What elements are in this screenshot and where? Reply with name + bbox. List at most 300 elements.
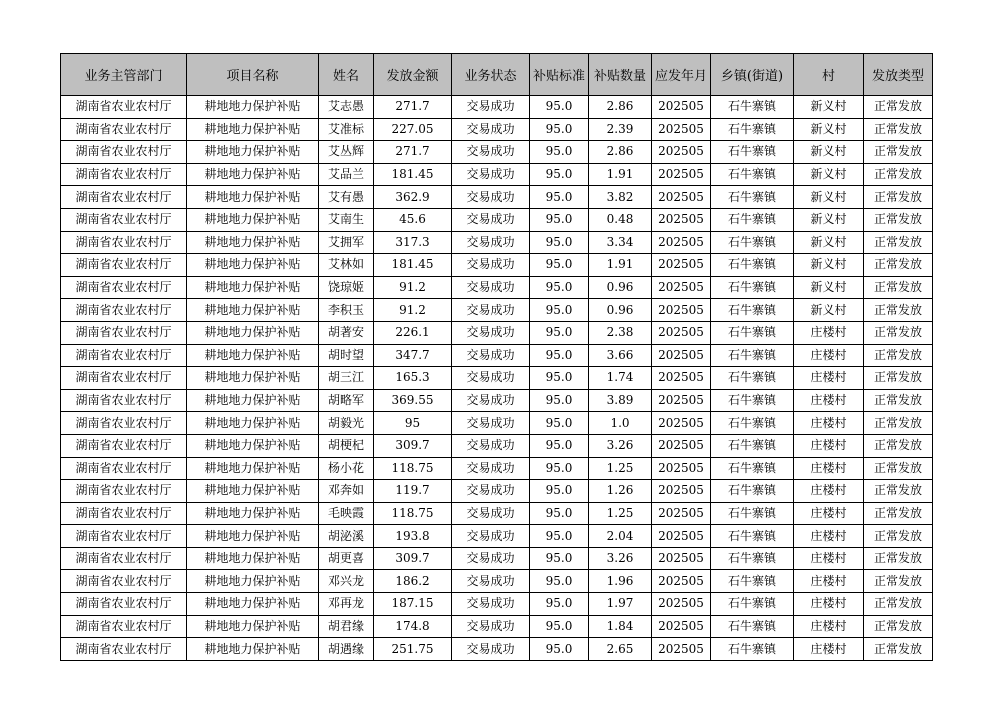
pay-month-cell: 202505 xyxy=(652,231,711,254)
payment-type-cell: 正常发放 xyxy=(864,638,933,661)
village-cell: 庄楼村 xyxy=(794,547,864,570)
department-cell: 湖南省农业农村厅 xyxy=(61,96,187,119)
department-cell: 湖南省农业农村厅 xyxy=(61,525,187,548)
name-cell: 胡君缘 xyxy=(319,615,374,638)
name-cell: 胡遇缘 xyxy=(319,638,374,661)
name-cell: 邓奔如 xyxy=(319,480,374,503)
department-cell: 湖南省农业农村厅 xyxy=(61,547,187,570)
payment-type-cell: 正常发放 xyxy=(864,118,933,141)
township-cell: 石牛寨镇 xyxy=(711,118,794,141)
subsidy-quantity-cell: 1.0 xyxy=(589,412,652,435)
status-cell: 交易成功 xyxy=(452,299,530,322)
subsidy-rate-cell: 95.0 xyxy=(530,457,589,480)
village-cell: 新义村 xyxy=(794,118,864,141)
department-cell: 湖南省农业农村厅 xyxy=(61,457,187,480)
subsidy-quantity-cell: 3.26 xyxy=(589,547,652,570)
name-cell: 胡三江 xyxy=(319,367,374,390)
status-cell: 交易成功 xyxy=(452,638,530,661)
amount-cell: 118.75 xyxy=(374,457,452,480)
subsidy-quantity-cell: 0.96 xyxy=(589,299,652,322)
table-row xyxy=(61,96,933,119)
subsidy-rate-cell: 95.0 xyxy=(530,299,589,322)
table-row xyxy=(61,502,933,525)
name-cell: 胡毅光 xyxy=(319,412,374,435)
department-cell: 湖南省农业农村厅 xyxy=(61,389,187,412)
township-cell: 石牛寨镇 xyxy=(711,615,794,638)
project-name-cell: 耕地地力保护补贴 xyxy=(187,389,319,412)
department-cell: 湖南省农业农村厅 xyxy=(61,638,187,661)
pay-month-cell: 202505 xyxy=(652,299,711,322)
subsidy-rate-cell: 95.0 xyxy=(530,186,589,209)
project-name-cell: 耕地地力保护补贴 xyxy=(187,638,319,661)
subsidy-quantity-cell: 1.91 xyxy=(589,254,652,277)
name-cell: 毛映霞 xyxy=(319,502,374,525)
project-name-cell: 耕地地力保护补贴 xyxy=(187,276,319,299)
payment-type-cell: 正常发放 xyxy=(864,231,933,254)
department-cell: 湖南省农业农村厅 xyxy=(61,186,187,209)
pay-month-cell: 202505 xyxy=(652,163,711,186)
amount-cell: 181.45 xyxy=(374,163,452,186)
subsidy-quantity-cell: 2.86 xyxy=(589,141,652,164)
department-cell: 湖南省农业农村厅 xyxy=(61,231,187,254)
department-cell: 湖南省农业农村厅 xyxy=(61,502,187,525)
village-cell: 庄楼村 xyxy=(794,480,864,503)
header-department: 业务主管部门 xyxy=(61,54,187,96)
table-row xyxy=(61,276,933,299)
subsidy-quantity-cell: 3.89 xyxy=(589,389,652,412)
village-cell: 新义村 xyxy=(794,163,864,186)
status-cell: 交易成功 xyxy=(452,231,530,254)
subsidy-quantity-cell: 1.25 xyxy=(589,502,652,525)
table-row xyxy=(61,457,933,480)
subsidy-rate-cell: 95.0 xyxy=(530,389,589,412)
table-row xyxy=(61,593,933,616)
township-cell: 石牛寨镇 xyxy=(711,276,794,299)
village-cell: 庄楼村 xyxy=(794,570,864,593)
amount-cell: 227.05 xyxy=(374,118,452,141)
department-cell: 湖南省农业农村厅 xyxy=(61,321,187,344)
name-cell: 胡梗杞 xyxy=(319,434,374,457)
header-township: 乡镇(街道) xyxy=(711,54,794,96)
village-cell: 新义村 xyxy=(794,208,864,231)
subsidy-rate-cell: 95.0 xyxy=(530,570,589,593)
pay-month-cell: 202505 xyxy=(652,593,711,616)
subsidy-rate-cell: 95.0 xyxy=(530,276,589,299)
township-cell: 石牛寨镇 xyxy=(711,321,794,344)
township-cell: 石牛寨镇 xyxy=(711,457,794,480)
department-cell: 湖南省农业农村厅 xyxy=(61,593,187,616)
status-cell: 交易成功 xyxy=(452,163,530,186)
pay-month-cell: 202505 xyxy=(652,254,711,277)
township-cell: 石牛寨镇 xyxy=(711,412,794,435)
township-cell: 石牛寨镇 xyxy=(711,525,794,548)
subsidy-quantity-cell: 1.84 xyxy=(589,615,652,638)
project-name-cell: 耕地地力保护补贴 xyxy=(187,186,319,209)
project-name-cell: 耕地地力保护补贴 xyxy=(187,593,319,616)
amount-cell: 347.7 xyxy=(374,344,452,367)
pay-month-cell: 202505 xyxy=(652,344,711,367)
payment-type-cell: 正常发放 xyxy=(864,254,933,277)
name-cell: 胡更喜 xyxy=(319,547,374,570)
village-cell: 庄楼村 xyxy=(794,615,864,638)
payment-type-cell: 正常发放 xyxy=(864,502,933,525)
status-cell: 交易成功 xyxy=(452,118,530,141)
subsidy-quantity-cell: 3.26 xyxy=(589,434,652,457)
table-row xyxy=(61,254,933,277)
township-cell: 石牛寨镇 xyxy=(711,163,794,186)
pay-month-cell: 202505 xyxy=(652,186,711,209)
status-cell: 交易成功 xyxy=(452,321,530,344)
subsidy-rate-cell: 95.0 xyxy=(530,96,589,119)
table-row xyxy=(61,480,933,503)
table-row xyxy=(61,231,933,254)
status-cell: 交易成功 xyxy=(452,276,530,299)
township-cell: 石牛寨镇 xyxy=(711,570,794,593)
table-row xyxy=(61,299,933,322)
table-row xyxy=(61,412,933,435)
payment-type-cell: 正常发放 xyxy=(864,141,933,164)
status-cell: 交易成功 xyxy=(452,502,530,525)
department-cell: 湖南省农业农村厅 xyxy=(61,367,187,390)
name-cell: 艾志愚 xyxy=(319,96,374,119)
township-cell: 石牛寨镇 xyxy=(711,434,794,457)
status-cell: 交易成功 xyxy=(452,593,530,616)
table-row xyxy=(61,321,933,344)
name-cell: 艾南生 xyxy=(319,208,374,231)
name-cell: 艾有愚 xyxy=(319,186,374,209)
table-row xyxy=(61,163,933,186)
amount-cell: 187.15 xyxy=(374,593,452,616)
project-name-cell: 耕地地力保护补贴 xyxy=(187,321,319,344)
payment-type-cell: 正常发放 xyxy=(864,186,933,209)
subsidy-quantity-cell: 2.04 xyxy=(589,525,652,548)
township-cell: 石牛寨镇 xyxy=(711,299,794,322)
department-cell: 湖南省农业农村厅 xyxy=(61,163,187,186)
subsidy-quantity-cell: 2.65 xyxy=(589,638,652,661)
status-cell: 交易成功 xyxy=(452,570,530,593)
pay-month-cell: 202505 xyxy=(652,457,711,480)
township-cell: 石牛寨镇 xyxy=(711,367,794,390)
project-name-cell: 耕地地力保护补贴 xyxy=(187,96,319,119)
name-cell: 胡略军 xyxy=(319,389,374,412)
pay-month-cell: 202505 xyxy=(652,547,711,570)
township-cell: 石牛寨镇 xyxy=(711,638,794,661)
village-cell: 新义村 xyxy=(794,96,864,119)
department-cell: 湖南省农业农村厅 xyxy=(61,299,187,322)
amount-cell: 362.9 xyxy=(374,186,452,209)
project-name-cell: 耕地地力保护补贴 xyxy=(187,367,319,390)
header-payment-type: 发放类型 xyxy=(864,54,933,96)
table-body xyxy=(61,96,933,661)
amount-cell: 174.8 xyxy=(374,615,452,638)
village-cell: 新义村 xyxy=(794,299,864,322)
amount-cell: 317.3 xyxy=(374,231,452,254)
township-cell: 石牛寨镇 xyxy=(711,186,794,209)
department-cell: 湖南省农业农村厅 xyxy=(61,254,187,277)
department-cell: 湖南省农业农村厅 xyxy=(61,344,187,367)
amount-cell: 186.2 xyxy=(374,570,452,593)
status-cell: 交易成功 xyxy=(452,547,530,570)
amount-cell: 118.75 xyxy=(374,502,452,525)
subsidy-quantity-cell: 1.97 xyxy=(589,593,652,616)
payment-type-cell: 正常发放 xyxy=(864,547,933,570)
amount-cell: 95 xyxy=(374,412,452,435)
village-cell: 庄楼村 xyxy=(794,321,864,344)
name-cell: 艾准标 xyxy=(319,118,374,141)
village-cell: 庄楼村 xyxy=(794,638,864,661)
project-name-cell: 耕地地力保护补贴 xyxy=(187,480,319,503)
header-pay-month: 应发年月 xyxy=(652,54,711,96)
status-cell: 交易成功 xyxy=(452,141,530,164)
pay-month-cell: 202505 xyxy=(652,208,711,231)
amount-cell: 226.1 xyxy=(374,321,452,344)
status-cell: 交易成功 xyxy=(452,208,530,231)
subsidy-quantity-cell: 1.26 xyxy=(589,480,652,503)
table-row xyxy=(61,141,933,164)
amount-cell: 45.6 xyxy=(374,208,452,231)
subsidy-quantity-cell: 1.25 xyxy=(589,457,652,480)
table-row xyxy=(61,186,933,209)
amount-cell: 91.2 xyxy=(374,276,452,299)
name-cell: 艾丛辉 xyxy=(319,141,374,164)
subsidy-rate-cell: 95.0 xyxy=(530,118,589,141)
pay-month-cell: 202505 xyxy=(652,480,711,503)
department-cell: 湖南省农业农村厅 xyxy=(61,118,187,141)
payment-type-cell: 正常发放 xyxy=(864,615,933,638)
subsidy-rate-cell: 95.0 xyxy=(530,502,589,525)
subsidy-quantity-cell: 3.82 xyxy=(589,186,652,209)
status-cell: 交易成功 xyxy=(452,615,530,638)
township-cell: 石牛寨镇 xyxy=(711,480,794,503)
name-cell: 胡著安 xyxy=(319,321,374,344)
village-cell: 新义村 xyxy=(794,254,864,277)
subsidy-quantity-cell: 2.86 xyxy=(589,96,652,119)
payment-type-cell: 正常发放 xyxy=(864,367,933,390)
amount-cell: 91.2 xyxy=(374,299,452,322)
township-cell: 石牛寨镇 xyxy=(711,96,794,119)
project-name-cell: 耕地地力保护补贴 xyxy=(187,412,319,435)
village-cell: 庄楼村 xyxy=(794,344,864,367)
project-name-cell: 耕地地力保护补贴 xyxy=(187,141,319,164)
project-name-cell: 耕地地力保护补贴 xyxy=(187,615,319,638)
status-cell: 交易成功 xyxy=(452,480,530,503)
project-name-cell: 耕地地力保护补贴 xyxy=(187,208,319,231)
amount-cell: 165.3 xyxy=(374,367,452,390)
village-cell: 新义村 xyxy=(794,141,864,164)
table-row xyxy=(61,570,933,593)
department-cell: 湖南省农业农村厅 xyxy=(61,276,187,299)
status-cell: 交易成功 xyxy=(452,367,530,390)
payment-type-cell: 正常发放 xyxy=(864,208,933,231)
subsidy-rate-cell: 95.0 xyxy=(530,254,589,277)
name-cell: 艾拥军 xyxy=(319,231,374,254)
village-cell: 庄楼村 xyxy=(794,434,864,457)
subsidy-rate-cell: 95.0 xyxy=(530,593,589,616)
pay-month-cell: 202505 xyxy=(652,615,711,638)
subsidy-quantity-cell: 2.38 xyxy=(589,321,652,344)
subsidy-rate-cell: 95.0 xyxy=(530,231,589,254)
village-cell: 庄楼村 xyxy=(794,412,864,435)
village-cell: 庄楼村 xyxy=(794,367,864,390)
department-cell: 湖南省农业农村厅 xyxy=(61,570,187,593)
department-cell: 湖南省农业农村厅 xyxy=(61,480,187,503)
name-cell: 艾品兰 xyxy=(319,163,374,186)
payment-type-cell: 正常发放 xyxy=(864,389,933,412)
name-cell: 李积玉 xyxy=(319,299,374,322)
pay-month-cell: 202505 xyxy=(652,434,711,457)
status-cell: 交易成功 xyxy=(452,434,530,457)
project-name-cell: 耕地地力保护补贴 xyxy=(187,434,319,457)
payment-type-cell: 正常发放 xyxy=(864,434,933,457)
status-cell: 交易成功 xyxy=(452,186,530,209)
payment-type-cell: 正常发放 xyxy=(864,525,933,548)
amount-cell: 181.45 xyxy=(374,254,452,277)
table-row xyxy=(61,434,933,457)
payment-type-cell: 正常发放 xyxy=(864,276,933,299)
table-row xyxy=(61,367,933,390)
pay-month-cell: 202505 xyxy=(652,389,711,412)
subsidy-quantity-cell: 1.74 xyxy=(589,367,652,390)
project-name-cell: 耕地地力保护补贴 xyxy=(187,299,319,322)
project-name-cell: 耕地地力保护补贴 xyxy=(187,254,319,277)
pay-month-cell: 202505 xyxy=(652,638,711,661)
township-cell: 石牛寨镇 xyxy=(711,593,794,616)
subsidy-rate-cell: 95.0 xyxy=(530,141,589,164)
township-cell: 石牛寨镇 xyxy=(711,141,794,164)
status-cell: 交易成功 xyxy=(452,96,530,119)
status-cell: 交易成功 xyxy=(452,525,530,548)
department-cell: 湖南省农业农村厅 xyxy=(61,412,187,435)
pay-month-cell: 202505 xyxy=(652,412,711,435)
pay-month-cell: 202505 xyxy=(652,570,711,593)
name-cell: 胡时望 xyxy=(319,344,374,367)
project-name-cell: 耕地地力保护补贴 xyxy=(187,344,319,367)
name-cell: 饶琼姬 xyxy=(319,276,374,299)
payment-type-cell: 正常发放 xyxy=(864,593,933,616)
subsidy-quantity-cell: 0.48 xyxy=(589,208,652,231)
subsidy-rate-cell: 95.0 xyxy=(530,367,589,390)
amount-cell: 251.75 xyxy=(374,638,452,661)
subsidy-quantity-cell: 2.39 xyxy=(589,118,652,141)
department-cell: 湖南省农业农村厅 xyxy=(61,615,187,638)
pay-month-cell: 202505 xyxy=(652,118,711,141)
village-cell: 庄楼村 xyxy=(794,457,864,480)
village-cell: 庄楼村 xyxy=(794,389,864,412)
payment-type-cell: 正常发放 xyxy=(864,480,933,503)
amount-cell: 271.7 xyxy=(374,141,452,164)
department-cell: 湖南省农业农村厅 xyxy=(61,434,187,457)
project-name-cell: 耕地地力保护补贴 xyxy=(187,502,319,525)
pay-month-cell: 202505 xyxy=(652,276,711,299)
subsidy-rate-cell: 95.0 xyxy=(530,321,589,344)
subsidy-rate-cell: 95.0 xyxy=(530,638,589,661)
project-name-cell: 耕地地力保护补贴 xyxy=(187,570,319,593)
subsidy-quantity-cell: 3.66 xyxy=(589,344,652,367)
payment-type-cell: 正常发放 xyxy=(864,412,933,435)
payment-type-cell: 正常发放 xyxy=(864,163,933,186)
table-row xyxy=(61,389,933,412)
subsidy-table xyxy=(60,53,933,661)
subsidy-rate-cell: 95.0 xyxy=(530,525,589,548)
payment-type-cell: 正常发放 xyxy=(864,321,933,344)
pay-month-cell: 202505 xyxy=(652,525,711,548)
name-cell: 杨小花 xyxy=(319,457,374,480)
township-cell: 石牛寨镇 xyxy=(711,254,794,277)
table-row xyxy=(61,208,933,231)
status-cell: 交易成功 xyxy=(452,389,530,412)
subsidy-rate-cell: 95.0 xyxy=(530,480,589,503)
table-row xyxy=(61,547,933,570)
subsidy-rate-cell: 95.0 xyxy=(530,163,589,186)
header-village: 村 xyxy=(794,54,864,96)
village-cell: 新义村 xyxy=(794,276,864,299)
name-cell: 艾林如 xyxy=(319,254,374,277)
status-cell: 交易成功 xyxy=(452,412,530,435)
amount-cell: 193.8 xyxy=(374,525,452,548)
name-cell: 胡泌溪 xyxy=(319,525,374,548)
payment-type-cell: 正常发放 xyxy=(864,570,933,593)
pay-month-cell: 202505 xyxy=(652,367,711,390)
table-row xyxy=(61,615,933,638)
village-cell: 新义村 xyxy=(794,231,864,254)
subsidy-rate-cell: 95.0 xyxy=(530,615,589,638)
project-name-cell: 耕地地力保护补贴 xyxy=(187,525,319,548)
subsidy-quantity-cell: 1.96 xyxy=(589,570,652,593)
payment-type-cell: 正常发放 xyxy=(864,344,933,367)
pay-month-cell: 202505 xyxy=(652,96,711,119)
township-cell: 石牛寨镇 xyxy=(711,231,794,254)
village-cell: 庄楼村 xyxy=(794,502,864,525)
status-cell: 交易成功 xyxy=(452,457,530,480)
project-name-cell: 耕地地力保护补贴 xyxy=(187,231,319,254)
subsidy-quantity-cell: 1.91 xyxy=(589,163,652,186)
township-cell: 石牛寨镇 xyxy=(711,344,794,367)
header-subsidy-quantity: 补贴数量 xyxy=(589,54,652,96)
amount-cell: 369.55 xyxy=(374,389,452,412)
project-name-cell: 耕地地力保护补贴 xyxy=(187,547,319,570)
status-cell: 交易成功 xyxy=(452,254,530,277)
township-cell: 石牛寨镇 xyxy=(711,389,794,412)
subsidy-rate-cell: 95.0 xyxy=(530,208,589,231)
header-subsidy-rate: 补贴标准 xyxy=(530,54,589,96)
amount-cell: 309.7 xyxy=(374,434,452,457)
header-project-name: 项目名称 xyxy=(187,54,319,96)
table-row xyxy=(61,118,933,141)
village-cell: 新义村 xyxy=(794,186,864,209)
subsidy-rate-cell: 95.0 xyxy=(530,412,589,435)
amount-cell: 119.7 xyxy=(374,480,452,503)
pay-month-cell: 202505 xyxy=(652,141,711,164)
township-cell: 石牛寨镇 xyxy=(711,502,794,525)
village-cell: 庄楼村 xyxy=(794,525,864,548)
table-row xyxy=(61,638,933,661)
status-cell: 交易成功 xyxy=(452,344,530,367)
table-row xyxy=(61,344,933,367)
village-cell: 庄楼村 xyxy=(794,593,864,616)
header-status: 业务状态 xyxy=(452,54,530,96)
name-cell: 邓兴龙 xyxy=(319,570,374,593)
table-row xyxy=(61,525,933,548)
subsidy-rate-cell: 95.0 xyxy=(530,547,589,570)
project-name-cell: 耕地地力保护补贴 xyxy=(187,457,319,480)
pay-month-cell: 202505 xyxy=(652,502,711,525)
name-cell: 邓再龙 xyxy=(319,593,374,616)
pay-month-cell: 202505 xyxy=(652,321,711,344)
township-cell: 石牛寨镇 xyxy=(711,208,794,231)
header-amount: 发放金额 xyxy=(374,54,452,96)
payment-type-cell: 正常发放 xyxy=(864,96,933,119)
payment-type-cell: 正常发放 xyxy=(864,457,933,480)
